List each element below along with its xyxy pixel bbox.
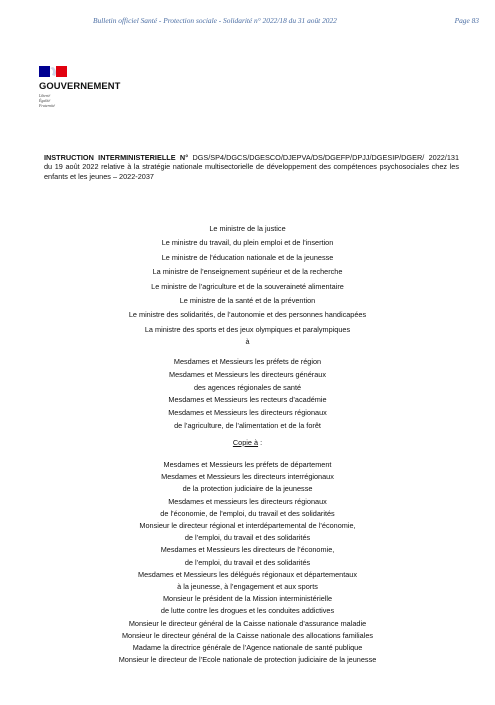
motto-liberte: Liberté: [39, 94, 51, 98]
ministers-list: [0, 222, 495, 337]
minister-line: Le ministre de la justice: [209, 224, 286, 233]
recipient-separator: [0, 337, 495, 347]
copy-recipient-line: Monsieur le président de la Mission interministérielle: [162, 594, 333, 604]
copy-recipient-line: à la jeunesse, à l’engagement et aux sports: [177, 582, 318, 592]
instruction-reference: [44, 153, 459, 181]
copy-recipient-line: Mesdames et Messieurs les délégués régionaux et départementaux: [137, 569, 358, 579]
minister-line: La ministre des sports et des jeux olympiques et paralympiques: [144, 324, 351, 334]
recipients-list: [0, 356, 495, 433]
copy-recipient-line: Mesdames et Messieurs les directeurs de l’économie,: [160, 545, 335, 555]
government-logo: [39, 66, 149, 118]
page-number: Page 83: [454, 16, 479, 25]
copy-recipient-line: Madame la directrice générale de l’Agence nationale de santé publique: [132, 643, 363, 653]
minister-line: Le ministre de l’agriculture et de la souveraineté alimentaire: [151, 281, 344, 291]
recipient-line: Mesdames et Messieurs les directeurs régionaux: [168, 408, 327, 418]
minister-line: Le ministre des solidarités, de l’autonomie et des personnes handicapées: [128, 310, 367, 320]
minister-line: Le ministre de l’éducation nationale et de la jeunesse: [161, 252, 334, 262]
recipient-line: de l’agriculture, de l’alimentation et de la forêt: [174, 420, 321, 430]
recipient-line: des agences régionales de santé: [193, 382, 302, 392]
bulletin-title: Bulletin officiel Santé - Protection sociale - Solidarité n° 2022/18 du 31 août 2022: [93, 16, 337, 25]
copy-recipient-line: Monsieur le directeur général de la Caisse nationale d’assurance maladie: [128, 618, 367, 628]
page-header: [0, 16, 495, 28]
copy-label: Copie à: [232, 438, 259, 447]
minister-line: Le ministre du travail, du plein emploi et de l’insertion: [161, 238, 334, 248]
minister-line: La ministre de l’enseignement supérieur et de la recherche: [152, 267, 343, 277]
copy-recipient-line: Monsieur le directeur général de la Caisse nationale des allocations familiales: [121, 630, 374, 640]
minister-line: Le ministre de la santé et de la prévention: [179, 296, 316, 306]
republic-motto: [39, 94, 55, 109]
instruction-number: DGS/SP4/DGCS/DGESCO/DJEPVA/DS/DGEFP/DPJJ/DGESIP/DGER/: [192, 153, 425, 162]
copy-recipient-line: Mesdames et Messieurs les directeurs interrégionaux: [161, 472, 334, 482]
recipient-line: Mesdames et Messieurs les préfets de région: [173, 357, 322, 366]
copy-suffix: :: [258, 438, 263, 447]
motto-egalite: Égalité: [39, 99, 51, 103]
copies-list: [0, 459, 495, 666]
copy-recipient-line: Mesdames et messieurs les directeurs régionaux: [168, 496, 327, 506]
copy-heading: [0, 438, 495, 448]
copy-recipient-line: de l’emploi, du travail et des solidarités: [184, 533, 311, 543]
motto-fraternite: Fraternité: [39, 104, 55, 108]
copy-recipient-line: de lutte contre les drogues et les conduites addictives: [160, 606, 335, 616]
marianne-flag-icon: [39, 66, 67, 77]
copy-recipient-line: de l’économie, de l’emploi, du travail et des solidarités: [160, 508, 335, 518]
government-name: GOUVERNEMENT: [39, 80, 121, 91]
copy-recipient-line: de la protection judiciaire de la jeunesse: [182, 484, 313, 494]
instruction-label: INSTRUCTION INTERMINISTERIELLE N°: [44, 153, 189, 162]
recipient-line: Mesdames et Messieurs les directeurs généraux: [169, 369, 326, 379]
copy-recipient-line: Monsieur le directeur de l’Ecole nationale de protection judiciaire de la jeunesse: [118, 655, 377, 665]
copy-recipient-line: de l’emploi, du travail et des solidarités: [184, 557, 311, 567]
to-word: à: [245, 337, 250, 346]
recipient-line: Mesdames et Messieurs les recteurs d’académie: [168, 395, 327, 405]
copy-recipient-line: Mesdames et Messieurs les préfets de département: [163, 460, 332, 469]
copy-recipient-line: Monsieur le directeur régional et interdépartemental de l’économie,: [139, 521, 356, 531]
instruction-body: 2022/131 du 19 août 2022 relative à la stratégie nationale multisectorielle de développement des compétences psychosociales chez les enfants et les jeunes – 2022-2037: [44, 153, 460, 181]
